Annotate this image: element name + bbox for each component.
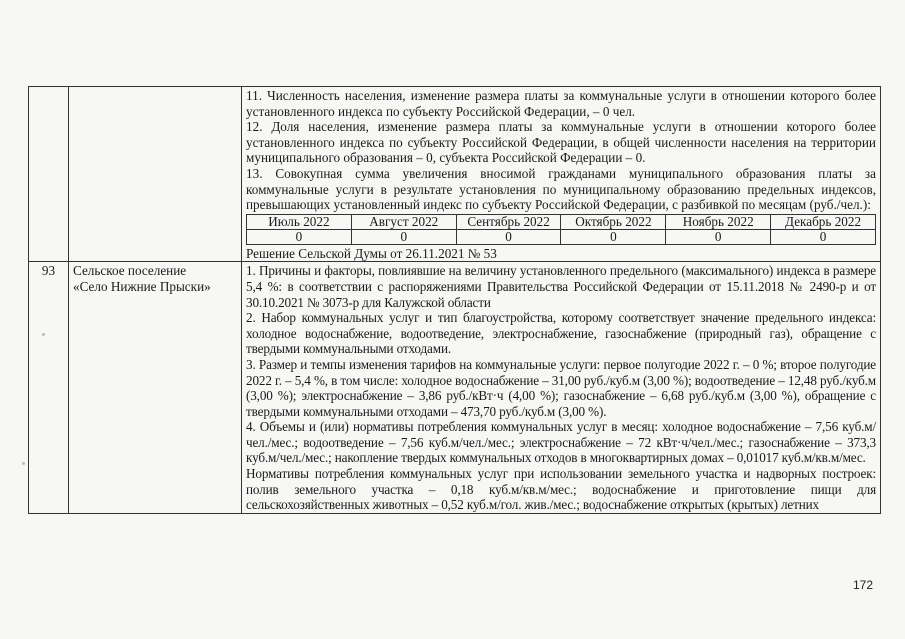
item-3: 3. Размер и темпы изменения тарифов на коммунальные услуги: первое полугодие 2022 г. – 0 %; второе полугодие 2022 г. – 5,4 %, в том числе: холодное водоснабжение – 31,00 руб./куб.м (3,00 %); водоотведение – 12,48 руб./куб.м (3,00 %); электроснабжение – 3,86 руб./кВт·ч (4,00 %); газоснабжение – 6,68 руб./куб.м (3,00 %), обращение с твердыми коммунальными отходами – 473,70 руб./куб.м (3,00 %).	[246, 356, 876, 419]
month-header: Август 2022	[351, 214, 456, 229]
settlement-name-cell	[69, 87, 242, 262]
decision-reference: Решение Сельской Думы от 26.11.2021 № 53	[246, 245, 497, 261]
table-row	[29, 262, 881, 514]
month-value: 0	[247, 229, 352, 244]
month-value: 0	[456, 229, 561, 244]
page-number: 172	[852, 578, 873, 592]
item-13: 13. Совокупная сумма увеличения вносимой гражданами муниципального образования платы за коммунальные услуги в результате установления по муниципальному образованию предельных индексов, превышающих установленный индекс по субъекту Российской Федерации, с разбивкой по месяцам (руб./чел.):	[246, 165, 876, 213]
scan-speck	[22, 462, 25, 465]
row-content-cell	[242, 87, 881, 262]
settlement-name-cell	[69, 262, 242, 514]
row-content-cell	[242, 262, 881, 514]
monthly-amount-table	[246, 214, 876, 245]
row-number-cell: 93	[29, 262, 69, 514]
settlement-name-line: Сельское поселение	[73, 263, 187, 279]
month-value: 0	[666, 229, 771, 244]
month-value: 0	[771, 229, 876, 244]
norms-paragraph: Нормативы потребления коммунальных услуг при использовании земельного участка и надворных построек: полив земельного участка – 0,18 куб.м/кв.м/мес.; водоснабжение и приготовление пищи для сельскохозяйственных животных – 0,52 куб.м/гол. жив./мес.; водоснабжение открытых (крытых) летних	[246, 466, 876, 513]
month-header: Декабрь 2022	[771, 214, 876, 229]
item-4: 4. Объемы и (или) нормативы потребления коммунальных услуг в месяц: холодное водоснабжение – 7,56 куб.м/чел./мес.; водоотведение – 7,56 куб.м/чел./мес.; электроснабжение – 72 кВт·ч/чел./мес.; газоснабжение – 373,3 куб.м/чел./мес.; накопление твердых коммунальных отходов в многоквартирных домах – 0,01017 куб.м/кв.м/мес.	[246, 419, 876, 466]
month-header: Сентябрь 2022	[456, 214, 561, 229]
month-value: 0	[561, 229, 666, 244]
document-table	[28, 86, 881, 514]
table-row	[29, 87, 881, 262]
month-header: Ноябрь 2022	[666, 214, 771, 229]
month-header: Июль 2022	[247, 214, 352, 229]
scan-speck	[42, 333, 45, 336]
row-number-cell	[29, 87, 69, 262]
month-header: Октябрь 2022	[561, 214, 666, 229]
settlement-name-line: «Село Нижние Прыски»	[73, 278, 211, 294]
item-12: 12. Доля населения, изменение размера платы за коммунальные услуги в отношении которого более установленного индекса по субъекту Российской Федерации, в общей численности населения на территории муниципального образования – 0, субъекта Российской Федерации – 0.	[246, 119, 876, 166]
month-value: 0	[351, 229, 456, 244]
item-1: 1. Причины и факторы, повлиявшие на величину установленного предельного (максимального) индекса в размере 5,4 %: в соответствии с распоряжениями Правительства Российской Федерации от 15.11.2018 № 2490-р и от 30.10.2021 № 3073-р для Калужской области	[246, 263, 876, 310]
item-2: 2. Набор коммунальных услуг и тип благоустройства, которому соответствует значение предельного индекса: холодное водоснабжение, водоотведение, электроснабжение, газоснабжение (природный газ), обращение с твердыми коммунальными отходами.	[246, 310, 876, 357]
months-header-row	[247, 214, 876, 229]
item-11: 11. Численность населения, изменение размера платы за коммунальные услуги в отношении которого более установленного индекса по субъекту Российской Федерации, – 0 чел.	[246, 88, 876, 119]
months-value-row	[247, 229, 876, 244]
